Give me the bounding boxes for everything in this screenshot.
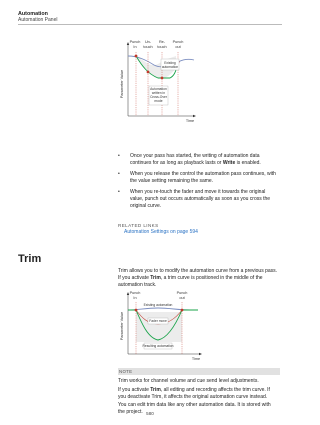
trim-paragraph-2 [118,387,278,401]
label-punch-out-2: out [179,296,185,300]
label-un-touch-1: Un- [144,40,152,44]
written-automation-label-4: mode [154,99,163,103]
page-number: 580 [146,411,154,416]
trim-keyword: Trim [150,387,161,393]
label-un-touch-2: touch [143,45,153,49]
page-header [18,11,57,23]
bullet-dot: • [118,171,120,177]
trim-keyword: Trim [150,275,161,281]
written-automation-label-1: Automation [150,87,167,91]
label-punch-in-2: In [133,296,137,300]
existing-automation-label: Existing automation [143,303,173,307]
written-automation-label-3: Cross-Over [150,95,167,99]
label-punch-in-1: Punch [129,291,141,295]
bullet-item [118,171,278,185]
related-links [118,223,198,235]
label-re-touch-2: touch [157,45,167,49]
label-punch-out-1: Punch [176,291,188,295]
label-punch-in-1: Punch [129,40,141,44]
note-box [118,368,280,384]
note-heading: NOTE [118,368,280,375]
existing-automation-label-2: automation [161,65,179,69]
bullet-text: Once your pass has started, the writing of automation data continues for as long as playback lasts or [130,153,260,166]
related-links-heading: RELATED LINKS [118,223,159,228]
trim-intro [118,268,278,289]
bullet-text-end: is enabled. [235,160,261,166]
fader-move-label: Fader move [149,319,167,324]
existing-automation-label-1: Existing [164,61,176,65]
diagram1-x-axis-title: Time [185,119,195,123]
header-rule [18,24,282,25]
trim-paragraph-3: You can edit trim data like any other automation data. It is stored with the project. [118,402,271,415]
trim-intro-text-end: , a trim curve is positioned in the middle of the automation track. [118,275,263,288]
diagram2-y-axis-title: Parameter Value [120,311,124,341]
bullet-text: When you re-touch the fader and move it towards the original value, punch out occurs automatically as soon as you cross the original curve. [130,189,271,209]
trim-diagram [118,290,204,362]
bullet-dot: • [118,189,120,195]
bullet-text: When you release the control the automation pass continues, with the value setting remaining the same. [130,171,276,184]
crossover-diagram [118,38,198,124]
bullet-item [118,189,278,210]
trim-p2-text-end: , all editing and recording affects the trim curve. If you deactivate Trim, it affects the original automation curve instead. [118,387,270,400]
bullet-list [118,153,278,214]
trim-intro-text: Trim allows you to to modify the automation curve from a previous pass. If you activate [118,268,278,281]
trim-shaded-area [136,312,182,342]
write-keyword: Write [222,160,236,166]
diagram1-y-axis-title: Parameter Value [120,69,124,99]
trim-p2-text: If you activate [118,387,151,393]
bullet-dot: • [118,153,120,159]
label-punch-in-2: In [133,45,137,49]
resulting-automation-label: Resulting automation [142,344,174,349]
section-title: Trim [18,253,42,265]
written-automation-label-2: written in [151,91,166,95]
header-subtitle: Automation Panel [18,17,58,23]
label-punch-out-1: Punch [172,40,184,44]
diagram2-x-axis-title: Time [191,357,201,361]
note-text: Trim works for channel volume and cue send level adjustments. [118,378,259,384]
label-punch-out-2: out [175,45,181,49]
header-title: Automation [18,11,48,17]
automation-settings-link[interactable]: Automation Settings on page 594 [124,229,198,235]
label-re-touch-1: Re- [158,40,166,44]
bullet-item [118,153,278,167]
